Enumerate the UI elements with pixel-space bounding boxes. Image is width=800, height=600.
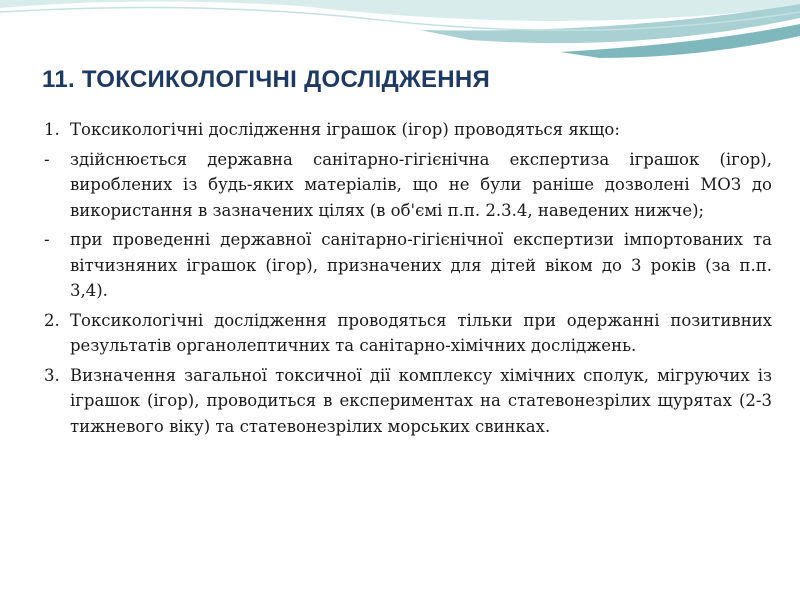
list-item <box>44 308 772 359</box>
list-marker: 2. <box>44 310 60 330</box>
list-item <box>44 227 772 304</box>
list-item <box>44 117 772 143</box>
list-marker: 3. <box>44 365 60 385</box>
list-item-text: Токсикологічні дослідження іграшок (ігор) проводяться якщо: <box>70 120 620 139</box>
swoosh-band-light <box>0 0 800 21</box>
list-marker: - <box>44 230 50 249</box>
list-marker: 1. <box>44 120 60 139</box>
list-marker: - <box>44 149 50 169</box>
decorative-swoosh <box>0 0 800 70</box>
list-item <box>44 147 772 224</box>
list-item-text: Токсикологічні дослідження проводяться тільки при одержанні позитивних результатів органолептичних та санітарно-хімічних досліджень. <box>70 310 772 355</box>
slide-title: 11. ТОКСИКОЛОГІЧНІ ДОСЛІДЖЕННЯ <box>42 66 491 93</box>
list-item-text: здійснюється державна санітарно-гігієнічна експертиза іграшок (ігор), вироблених із будь-яких матеріалів, що не були раніше дозволені МОЗ до використання в зазначених цілях (в об'ємі п.п. 2.3.4, наведених нижче); <box>70 149 772 220</box>
list-item <box>44 363 772 440</box>
slide-body <box>44 117 772 443</box>
list-item-text: Визначення загальної токсичної дії комплексу хімічних сполук, мігруючих із іграшок (ігор), проводиться в експериментах на статевонезрілих щурятах (2-3 тижневого віку) та статевонезрілих морських свинках. <box>70 365 772 436</box>
list-item-text: при проведенні державної санітарно-гігієнічної експертизи імпортованих та вітчизняних іграшок (ігор), призначених для дітей віком до 3 років (за п.п. 3,4). <box>70 230 772 300</box>
